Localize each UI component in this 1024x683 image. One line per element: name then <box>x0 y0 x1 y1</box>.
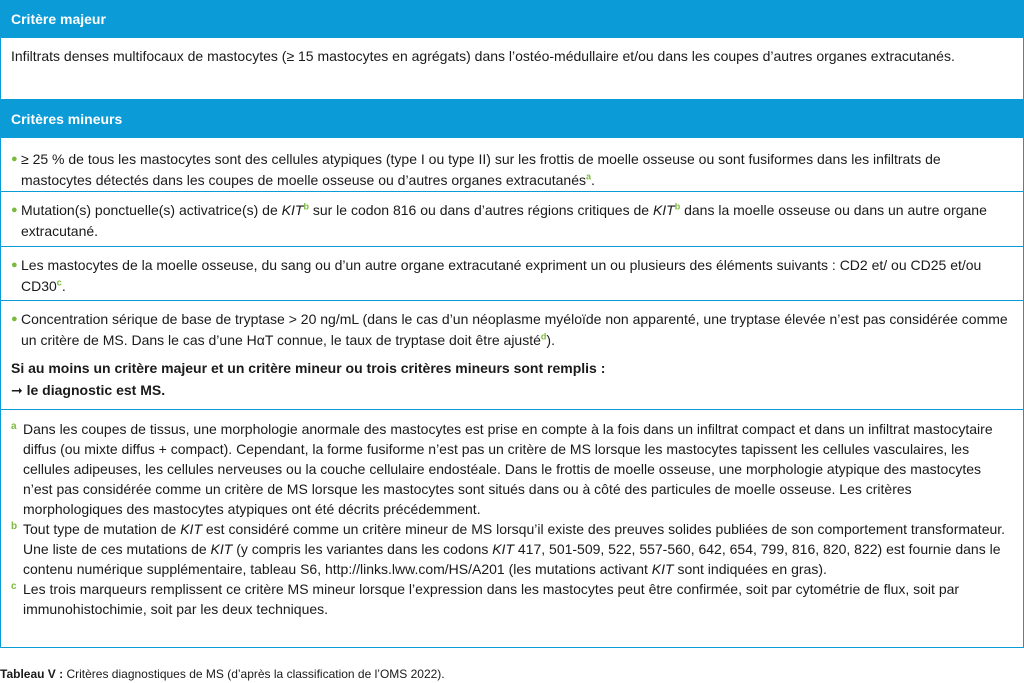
footnote-c: c Les trois marqueurs remplissent ce critère MS mineur lorsque l’expression dans les mastocytes peut être confirmée, soit par cytométrie de flux, soit par immunohistochimie, soit par les deux techniques. <box>11 581 960 617</box>
conclusion-diagnosis: ➞ le diagnostic est MS. <box>11 382 166 398</box>
bullet-icon: ● <box>11 313 18 325</box>
major-criterion-header: Critère majeur <box>1 0 1023 38</box>
conclusion-condition: Si au moins un critère majeur et un critère mineur ou trois critères mineurs sont remplis : <box>11 360 606 376</box>
table-caption: Tableau V : Critères diagnostiques de MS (d’après la classification de l’OMS 2022). <box>0 667 445 681</box>
minor-criterion-1: ● ≥ 25 % de tous les mastocytes sont des cellules atypiques (type I ou type II) sur les frottis de moelle osseuse ou sont fusiformes dans les infiltrats de mastocytes détectés dans les coupes de moelle osseuse ou d’autres organes extracutanés$^a$. <box>1 138 1023 192</box>
minor-criteria-header: Critères mineurs <box>1 100 1023 138</box>
footnotes <box>1 410 1023 648</box>
minor-criterion-4: ● Concentration sérique de base de tryptase > 20 ng/mL (dans le cas d’un néoplasme myéloïde non apparenté, une tryptase élevée n’est pas considérée comme un critère de MS. Dans le cas d’une HαT connue, le taux de tryptase doit être ajusté$^d$). Si au moins un critère majeur et un critère mineur ou trois critères mineurs sont remplis : ➞ le diagnostic est MS. <box>1 301 1023 410</box>
bullet-icon: ● <box>11 259 18 271</box>
bullet-icon: ● <box>11 153 18 165</box>
major-criterion-text: Infiltrats denses multifocaux de mastocytes (≥ 15 mastocytes en agrégats) dans l’ostéo-médullaire et/ou dans les coupes d’autres organes extracutanés. <box>1 38 1023 100</box>
footnote-a: a Dans les coupes de tissus, une morphologie anormale des mastocytes est prise en compte à la fois dans un infiltrat compact et dans un infiltrat mastocytaire diffus (ou mixte diffus + compact). Cependant, la forme fusiforme n’est pas un critère de MS lorsque les mastocytes tapissent les cellules vasculaires, les cellules adipeuses, les cellules nerveuses ou la couche cellulaire endostéale. Dans le frottis de moelle osseuse, une morphologie atypique des mastocytes n’est pas considérée comme un critère de MS lorsque les mastocytes sont situés dans ou à côté des particules de moelle osseuse. Les critères morphologiques des mastocytes atypiques ont été décrits précédemment. <box>11 421 993 517</box>
bullet-icon: ● <box>11 204 18 216</box>
footnote-b: b Tout type de mutation de KIT est considéré comme un critère mineur de MS lorsqu’il existe des preuves solides publiées de son comportement transformateur. Une liste de ces mutations de KIT (y compris les variantes dans les codons KIT 417, 501-509, 522, 557-560, 642, 654, 799, 816, 820, 822) est fournie dans le contenu numérique supplémentaire, tableau S6, http://links.lww.com/HS/A201 (les mutations activant KIT sont indiquées en gras). <box>11 521 1006 577</box>
minor-criterion-2: ● Mutation(s) ponctuelle(s) activatrice(s) de KIT$^b$ sur le codon 816 ou dans d’autres régions critiques de KIT$^b$ dans la moelle osseuse ou dans un autre organe extracutané. <box>1 192 1023 247</box>
minor-criterion-3: ● Les mastocytes de la moelle osseuse, du sang ou d’un autre organe extracutané expriment un ou plusieurs des éléments suivants : CD2 et/ ou CD25 et/ou CD30$^c$. <box>1 247 1023 301</box>
